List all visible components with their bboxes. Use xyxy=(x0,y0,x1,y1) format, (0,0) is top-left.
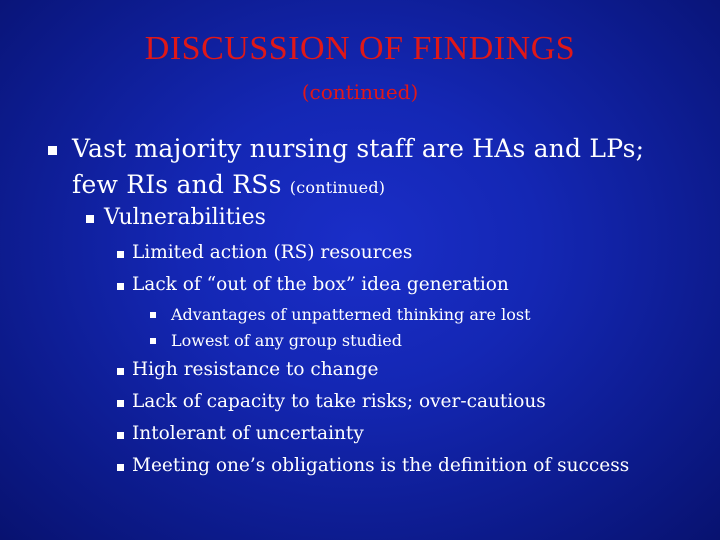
bullet-square-icon xyxy=(86,215,94,223)
bullet-square-icon xyxy=(150,312,156,318)
list-item: Advantages of unpatterned thinking are lost xyxy=(171,305,531,324)
bullet-square-icon xyxy=(117,251,124,258)
bullet-square-icon xyxy=(117,368,124,375)
list-item: Intolerant of uncertainty xyxy=(132,423,364,444)
list-item: Lack of capacity to take risks; over-cautious xyxy=(132,391,546,412)
bullet-square-icon xyxy=(117,400,124,407)
main-bullet-line2-suffix: (continued) xyxy=(289,178,386,197)
slide-title: DISCUSSION OF FINDINGS xyxy=(144,30,576,67)
bullet-square-icon xyxy=(150,338,156,344)
list-item: Lack of “out of the box” idea generation xyxy=(132,274,509,295)
list-item: High resistance to change xyxy=(132,359,379,380)
bullet-square-icon xyxy=(117,464,124,471)
main-bullet-line2-text: few RIs and RSs xyxy=(72,170,282,199)
list-item: Limited action (RS) resources xyxy=(132,242,413,263)
bullet-square-icon xyxy=(117,432,124,439)
list-item: Lowest of any group studied xyxy=(171,331,402,350)
list-item: Meeting one’s obligations is the definition of success xyxy=(132,455,630,476)
bullet-square-icon xyxy=(117,283,124,290)
sub-heading: Vulnerabilities xyxy=(104,205,266,230)
main-bullet-line2 xyxy=(72,170,385,199)
main-bullet-line1: Vast majority nursing staff are HAs and LPs; xyxy=(72,134,645,163)
slide-subtitle: (continued) xyxy=(301,80,419,104)
bullet-square-icon xyxy=(48,146,57,155)
